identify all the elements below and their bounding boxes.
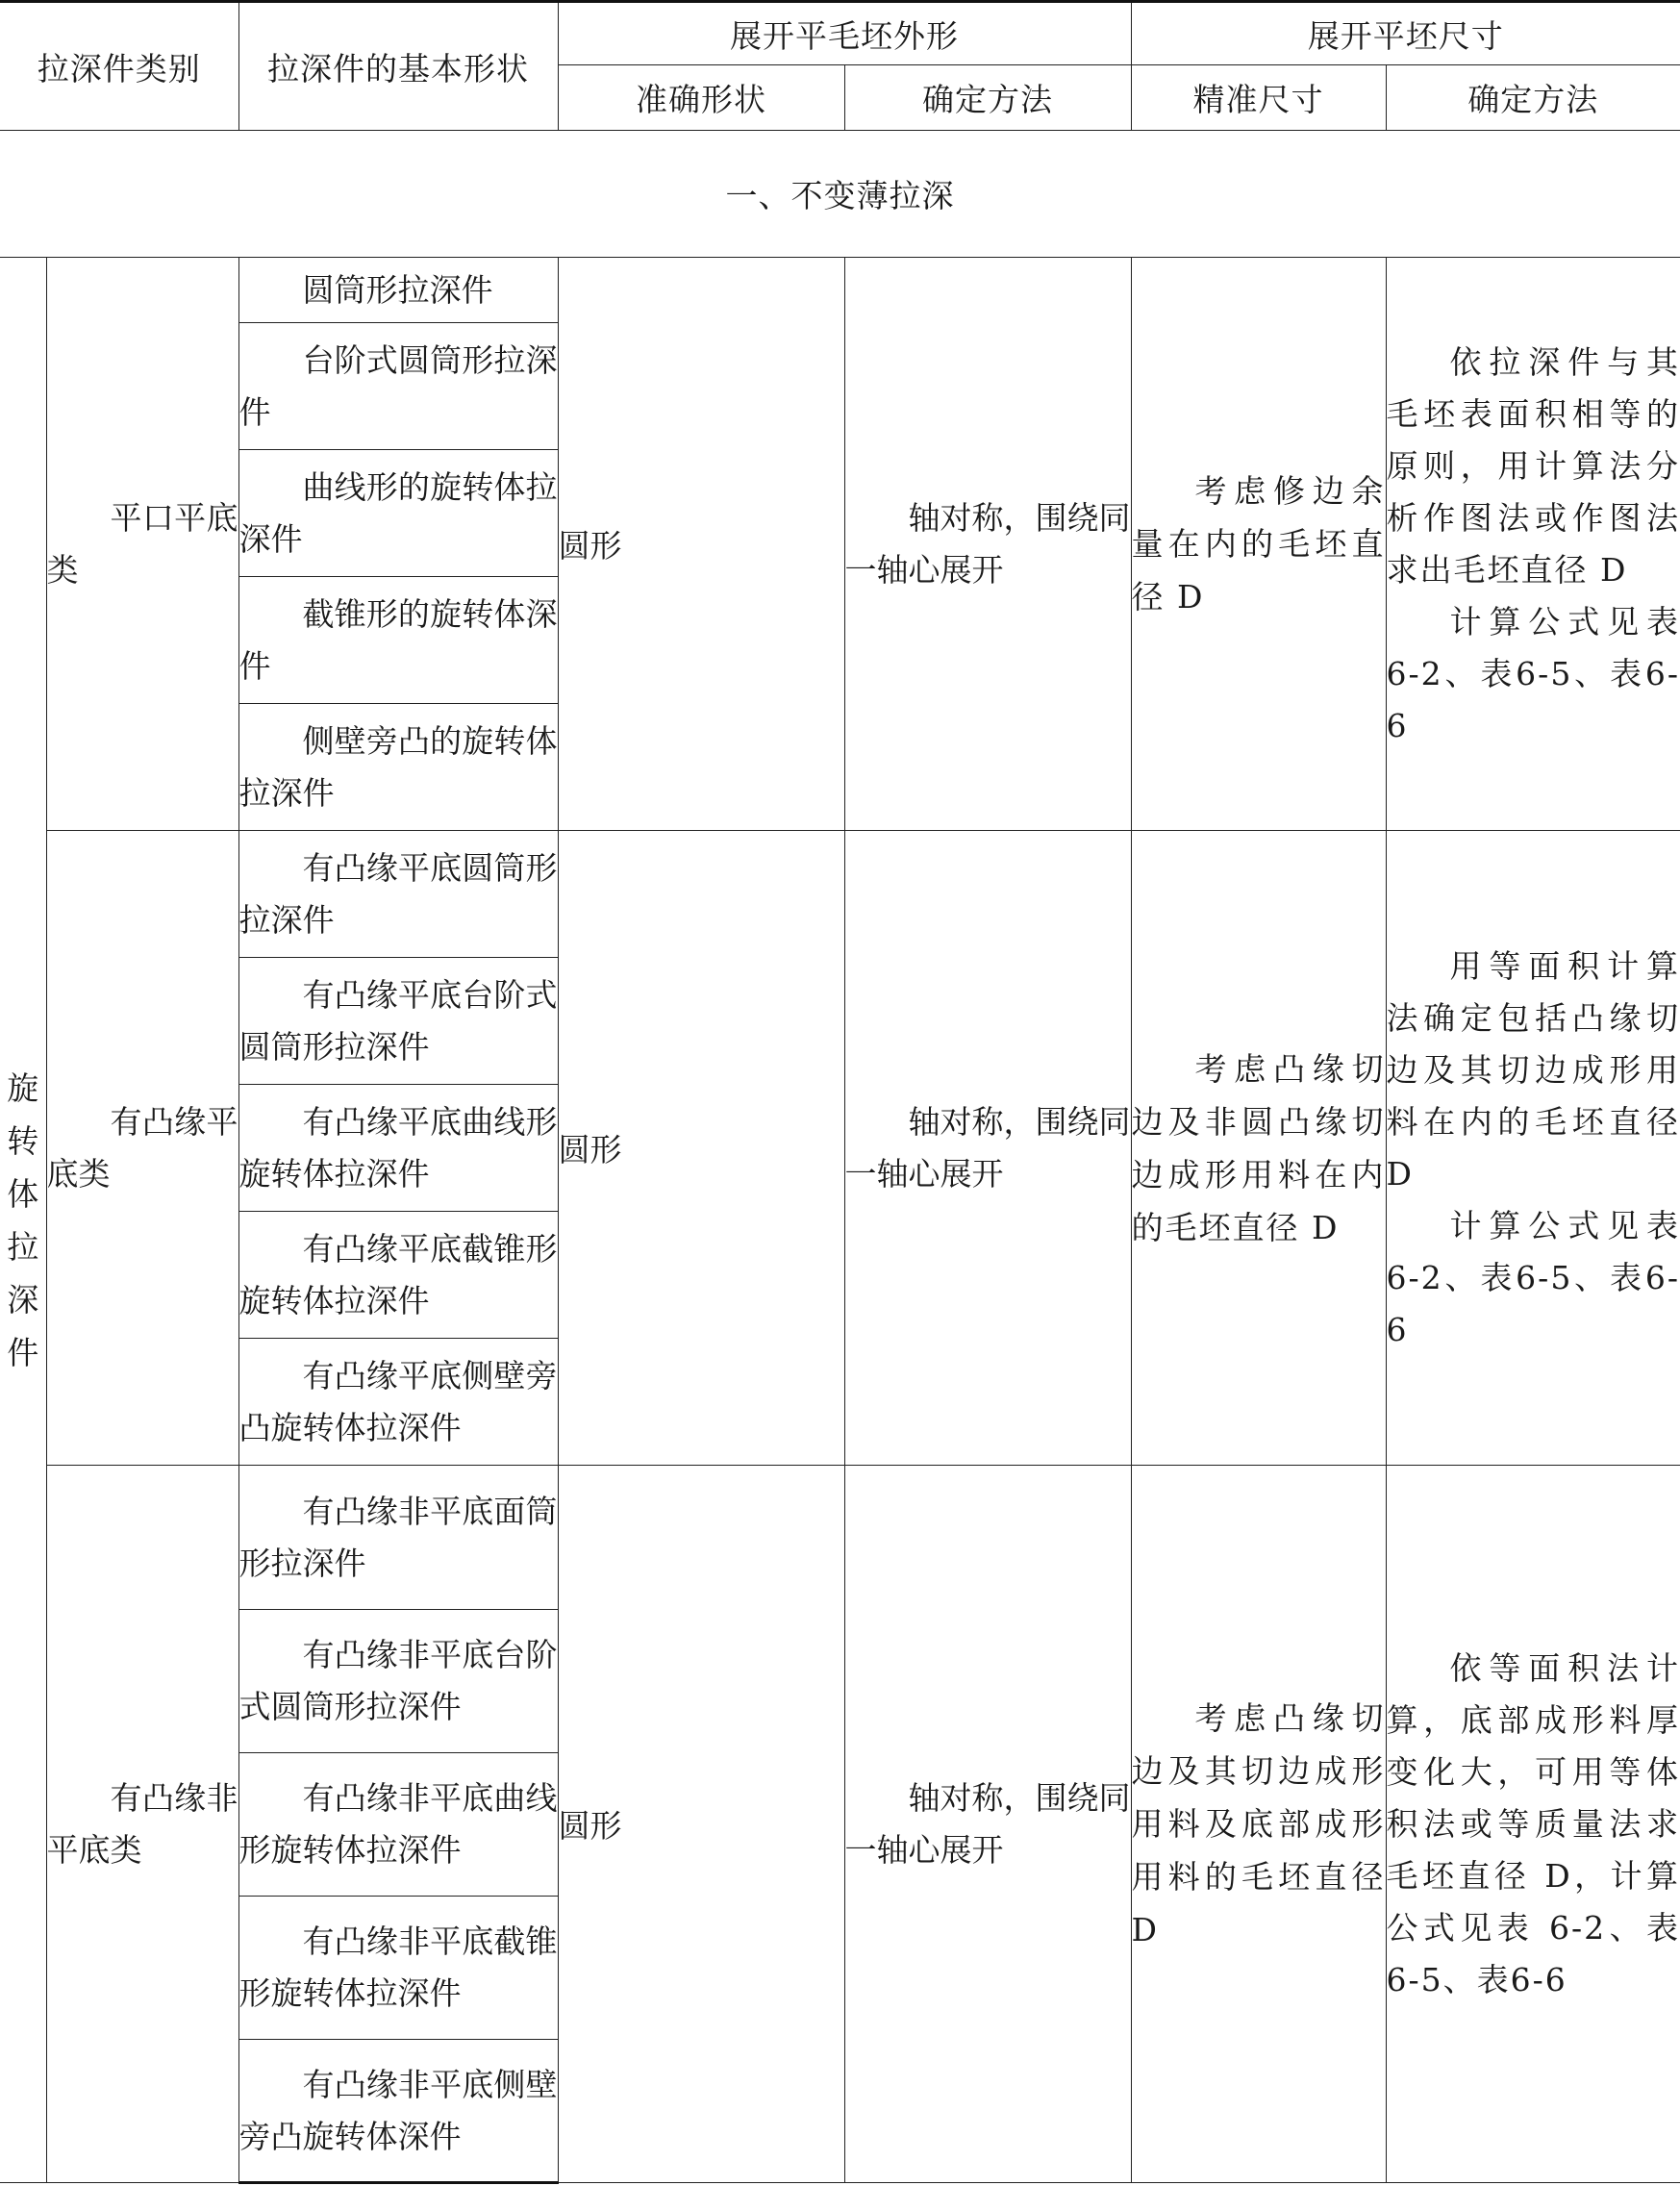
shape-item: 有凸缘非平底台阶式圆筒形拉深件 bbox=[238, 1610, 558, 1753]
exact-shape: 圆形 bbox=[558, 258, 844, 831]
exact-size: 考虑凸缘切边及非圆凸缘切边成形用料在内的毛坯直径 D bbox=[1131, 831, 1386, 1466]
exact-size: 考虑修边余量在内的毛坯直径 D bbox=[1131, 258, 1386, 831]
shape-item: 有凸缘非平底面筒形拉深件 bbox=[238, 1466, 558, 1610]
header-category: 拉深件类别 bbox=[0, 2, 238, 131]
shape-item: 截锥形的旋转体深件 bbox=[238, 577, 558, 704]
shape-item: 有凸缘平底截锥形旋转体拉深件 bbox=[238, 1212, 558, 1339]
shape-item: 台阶式圆筒形拉深件 bbox=[238, 323, 558, 450]
size-method: 依拉深件与其毛坯表面积相等的原则，用计算法分析作图法或作图法求出毛坯直径 D 计算公式见表6-2、表6-5、表6-6 bbox=[1386, 258, 1680, 831]
header-blank-shape-group: 展开平毛坯外形 bbox=[558, 2, 1131, 65]
exact-size: 考虑凸缘切边及其切边成形用料及底部成形用料的毛坯直径 D bbox=[1131, 1466, 1386, 2183]
shape-method: 轴对称，围绕同一轴心展开 bbox=[844, 258, 1131, 831]
section-title: 一、不变薄拉深 bbox=[0, 131, 1680, 258]
subcategory-flange-nonflat: 有凸缘非平底类 bbox=[46, 1466, 238, 2183]
shape-item: 有凸缘非平底截锥形旋转体拉深件 bbox=[238, 1897, 558, 2040]
exact-shape: 圆形 bbox=[558, 1466, 844, 2183]
shape-method: 轴对称，围绕同一轴心展开 bbox=[844, 831, 1131, 1466]
header-exact-shape: 准确形状 bbox=[558, 65, 844, 131]
shape-item: 有凸缘平底台阶式圆筒形拉深件 bbox=[238, 958, 558, 1085]
category-rotary-body: 旋 转 体 拉 深 件 bbox=[0, 258, 46, 2183]
shape-item: 圆筒形拉深件 bbox=[238, 258, 558, 323]
shape-item: 曲线形的旋转体拉深件 bbox=[238, 450, 558, 577]
subcategory-flange-flat: 有凸缘平底类 bbox=[46, 831, 238, 1466]
shape-item: 有凸缘非平底侧壁旁凸旋转体深件 bbox=[238, 2040, 558, 2183]
exact-shape: 圆形 bbox=[558, 831, 844, 1466]
header-exact-size: 精准尺寸 bbox=[1131, 65, 1386, 131]
size-method: 用等面积计算法确定包括凸缘切边及其切边成形用料在内的毛坯直径 D 计算公式见表6-2、表6-5、表6-6 bbox=[1386, 831, 1680, 1466]
shape-item: 有凸缘平底侧壁旁凸旋转体拉深件 bbox=[238, 1339, 558, 1466]
size-method: 依等面积法计算，底部成形料厚变化大，可用等体积法或等质量法求毛坯直径 D，计算公式见表 6-2、表6-5、表6-6 bbox=[1386, 1466, 1680, 2183]
header-size-method: 确定方法 bbox=[1386, 65, 1680, 131]
header-shape-method: 确定方法 bbox=[844, 65, 1131, 131]
subcategory-flat: 平口平底类 bbox=[46, 258, 238, 831]
shape-item: 有凸缘非平底曲线形旋转体拉深件 bbox=[238, 1753, 558, 1897]
shape-item: 侧壁旁凸的旋转体拉深件 bbox=[238, 704, 558, 831]
header-basic-shape: 拉深件的基本形状 bbox=[238, 2, 558, 131]
shape-item: 有凸缘平底曲线形旋转体拉深件 bbox=[238, 1085, 558, 1212]
shape-item: 有凸缘平底圆筒形拉深件 bbox=[238, 831, 558, 958]
shape-method: 轴对称，围绕同一轴心展开 bbox=[844, 1466, 1131, 2183]
header-blank-size-group: 展开平坯尺寸 bbox=[1131, 2, 1680, 65]
